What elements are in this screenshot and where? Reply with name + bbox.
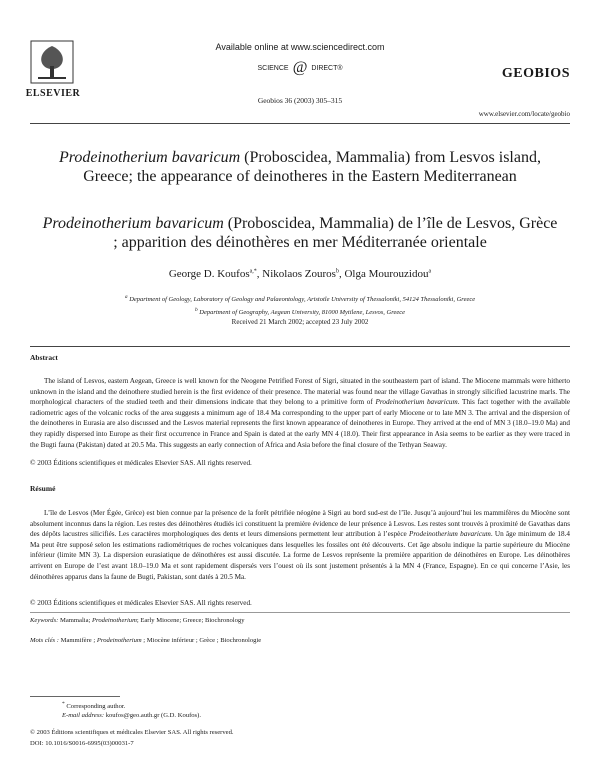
abstract-divider — [30, 346, 570, 347]
imprint-doi: DOI: 10.1016/S0016-6995(03)00031-7 — [30, 740, 134, 747]
received-dates: Received 21 March 2002; accepted 23 July 2002 — [231, 318, 369, 326]
available-online-text: Available online at www.sciencedirect.com — [215, 42, 385, 52]
journal-reference: Geobios 36 (2003) 305–315 — [257, 96, 343, 105]
affiliations — [40, 292, 560, 318]
sd-left-text: SCIENCE — [257, 64, 289, 72]
author-1: George D. Koufos — [168, 268, 250, 280]
author-2-sup: b — [335, 268, 339, 275]
author-email: E-mail address: koufos@geo.auth.gr (G.D. Koufos). — [62, 712, 201, 719]
author-2: , Nikolaos Zouros — [256, 268, 336, 280]
resume-genus: Prodeinotherium bavaricum — [409, 530, 491, 539]
journal-url: www.elsevier.com/locate/geobio — [478, 110, 570, 118]
title-french — [40, 214, 560, 252]
sciencedirect-logo — [230, 58, 370, 78]
resume-body: L’île de Lesvos (Mer Égée, Grèce) est bien connue par la présence de la forêt pétrifiée néogène à Sigri au bord sud-est de l’île. Jusqu’à aujourd’hui les mammifères du Miocène sont absolument inconnus dans la région. Les restes des déinothères étudiés ici constituent la première évidence de leur présence à Lesvos. Les restes sont trouvés à proximité de Gavathas dans des dépôts lacustres silicifiés. Les caractères morphologiques des dents et leurs dimensions permettent leur attribution à l’espèce Prodeinotherium bavaricum. Un âge minimum de 18.4 Ma peut être supposé selon les estimations radiométriques de roches volcaniques dans lesquelles les fossiles ont été découverts. Cet âge absolu indique la partie supérieure du Miocène inférieur (limite MN 3). La dispersion eurasiatique de déinothères est aussi discutée. La forme de Lesvos représente la première apparition de déinothères en Europe. Les déinothères arrivent en Europe de l’est avant 18.0–19.0 Ma et sont rapidement dispersés vers l’ouest où ils sont justement présentés à la MN 4 (France, Espagne). En ce qui concerne l’Asie, les déinothères apparus dans la faune de Bugti, Pakistan, sont datés à 20.5 Ma. — [30, 509, 570, 581]
affiliation-a: $^a$ Department of Geology, Laboratory of Geology and Palaeontology, Aristotle University of Thessaloniki, 54124 Thessaloniki, Greece — [124, 294, 476, 304]
mots-cles: Mots clés : Mammifère ; Prodeinotherium ; Miocène inférieur ; Grèce ; Biochronologie — [30, 637, 262, 644]
title-en-genus: Prodeinotherium bavaricum — [59, 149, 241, 166]
author-3: , Olga Mourouzidou — [338, 268, 429, 280]
header-divider — [30, 123, 570, 124]
keywords-divider — [30, 612, 570, 613]
abstract-body: The island of Lesvos, eastern Aegean, Greece is well known for the Neogene Petrified Forest of Sigri, situated in the southeastern part of island. The Miocene mammals were hitherto unknown in the island and the deinothere studied herein is the first evidence of their presence. The material was found near the village Gavathas in strongly silicified lacustrine marls. The morphological characters of the studied teeth and their dimensions indicate that they belong to a primitive form of Prodeinotherium bavaricum. This fact together with the available radiometric ages of the volcanic rocks of the area suggests a minimum age of 18.4 Ma corresponding to the upper part of early Miocene or to late MN 3. The arrival and the dispersion of the deinotheres in Eurasia are also discussed and the Lesvos material represents the first known appearance of deinotheres in Europe. They arrived at the end of MN 3 (18.0–19.0 Ma) and they rapidly dispersed into Europe as their first occurrence in France and Spain is dated at the early MN 4 (18.0). Their first appearance in Asia seems to be earlier as they were traced in the Bugti fauna (Pakistan) dated at 20.5 Ma. This suggests an early connection of Africa and Asia before the final closure of the Tethyan Seaway. — [30, 377, 571, 449]
footnote-divider — [30, 696, 120, 697]
sd-at-icon: @ — [292, 59, 308, 76]
title-fr-genus: Prodeinotherium bavaricum — [42, 215, 224, 232]
author-list — [40, 268, 560, 280]
author-3-sup: a — [428, 268, 432, 275]
title-english — [40, 148, 560, 186]
abstract-genus: Prodeinotherium bavaricum — [375, 398, 458, 407]
resume-heading: Résumé — [30, 484, 56, 493]
title-fr-rest: (Proboscidea, Mammalia) de l’île de Lesvos, Grèce ; apparition des déinothères en mer Méditerranée orientale — [113, 215, 558, 251]
abstract-heading: Abstract — [30, 353, 58, 362]
author-1-sup: a,* — [249, 268, 257, 275]
corresponding-author-note: * Corresponding author. — [62, 701, 126, 711]
title-en-rest: (Proboscidea, Mammalia) from Lesvos island, Greece; the appearance of deinotheres in the Eastern Mediterranean — [83, 149, 541, 185]
journal-wordmark: GEOBIOS — [501, 66, 570, 81]
sd-right-text: DIRECT® — [311, 64, 343, 72]
keywords: Keywords: Mammalia; Prodeinotherium; Early Miocene; Greece; Biochronology — [30, 617, 245, 624]
elsevier-tree-logo — [30, 40, 74, 84]
resume-copyright: © 2003 Éditions scientifiques et médicales Elsevier SAS. All rights reserved. — [30, 599, 252, 607]
publisher-name: ELSEVIER — [25, 88, 81, 99]
affiliation-b: $^b$ Department of Geography, Aegean University, 81000 Mytilene, Lesvos, Greece — [194, 307, 406, 317]
abstract-copyright: © 2003 Éditions scientifiques et médicales Elsevier SAS. All rights reserved. — [30, 459, 252, 467]
imprint-copyright: © 2003 Éditions scientifiques et médicales Elsevier SAS. All rights reserved. — [30, 729, 234, 736]
